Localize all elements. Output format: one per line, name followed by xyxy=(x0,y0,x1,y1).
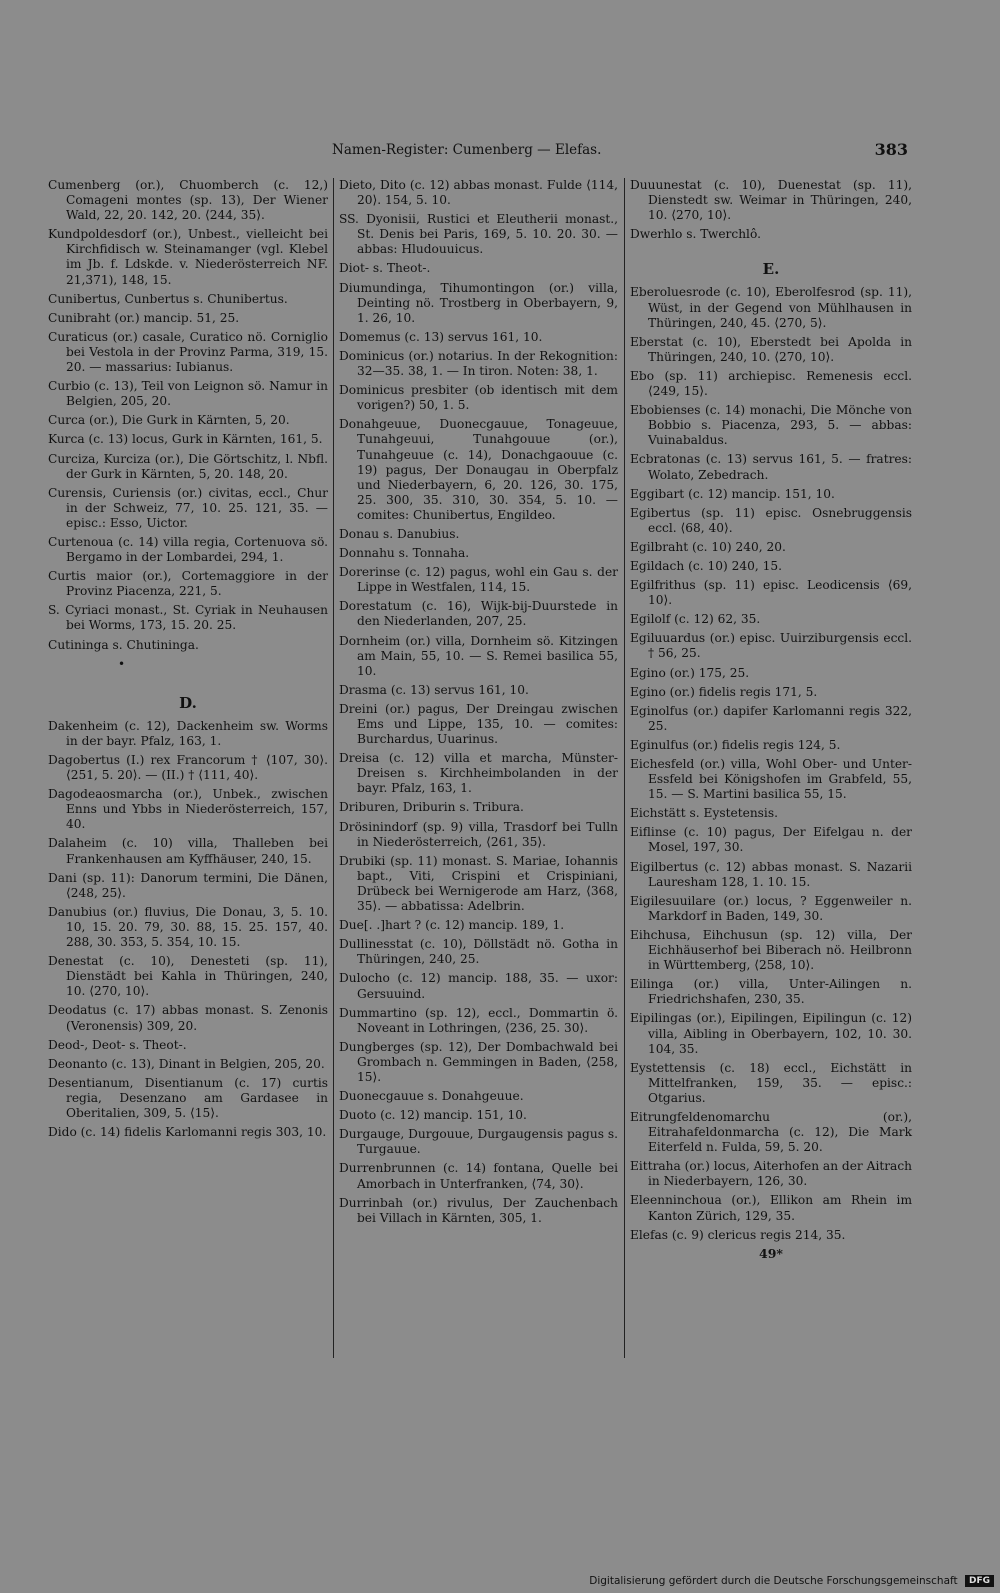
section-letter: D. xyxy=(179,693,197,712)
index-entry: Dagobertus (I.) rex Francorum † ⟨107, 30⟩. ⟨251, 5. 20⟩. — (II.) † ⟨111, 40⟩. xyxy=(48,753,328,783)
index-entry: Dwerhlo s. Twerchlô. xyxy=(630,227,761,242)
index-entry: Desentianum, Disentianum (c. 17) curtis regia, Desenzano am Gardasee in Oberitalien, 309, 5. ⟨15⟩. xyxy=(48,1075,328,1120)
index-entry: Egino (or.) fidelis regis 171, 5. xyxy=(630,684,818,699)
index-entry: Cutininga s. Chutininga. xyxy=(48,637,199,652)
index-entry: Dieto, Dito (c. 12) abbas monast. Fulde ⟨114, 20⟩. 154, 5. 10. xyxy=(339,178,618,208)
index-column-2 xyxy=(339,178,618,1230)
index-entry: Dullinesstat (c. 10), Döllstädt nö. Gotha in Thüringen, 240, 25. xyxy=(339,937,618,967)
index-entry: Curaticus (or.) casale, Curatico nö. Corniglio bei Vestola in der Provinz Parma, 319, 15. 20. — massarius: Iubianus. xyxy=(48,329,328,375)
page-number: 383 xyxy=(874,140,908,159)
index-entry: Dorestatum (c. 16), Wijk-bij-Duurstede in den Niederlanden, 207, 25. xyxy=(339,599,618,629)
index-entry: Deodatus (c. 17) abbas monast. S. Zenonis (Veronensis) 309, 20. xyxy=(48,1003,328,1033)
ink-dot: • xyxy=(118,656,126,671)
index-entry: Elefas (c. 9) clericus regis 214, 35. xyxy=(630,1227,846,1242)
index-entry: Drösinindorf (sp. 9) villa, Trasdorf bei Tulln in Niederösterreich, ⟨261, 35⟩. xyxy=(339,819,618,849)
index-entry: Durrinbah (or.) rivulus, Der Zauchenbach bei Villach in Kärnten, 305, 1. xyxy=(339,1195,618,1225)
index-entry: Ebobienses (c. 14) monachi, Die Mönche von Bobbio s. Piacenza, 293, 5. — abbas: Vuinabaldus. xyxy=(630,403,912,448)
index-entry: Eiflinse (c. 10) pagus, Der Eifelgau n. der Mosel, 197, 30. xyxy=(630,825,912,855)
index-entry: Dulocho (c. 12) mancip. 188, 35. — uxor: Gersuuind. xyxy=(339,971,618,1001)
index-entry: Curca (or.), Die Gurk in Kärnten, 5, 20. xyxy=(48,413,290,428)
entry-list xyxy=(48,178,328,653)
index-entry: Eberstat (c. 10), Eberstedt bei Apolda in Thüringen, 240, 10. ⟨270, 10⟩. xyxy=(630,334,912,364)
index-entry: Dreisa (c. 12) villa et marcha, Münster-Dreisen s. Kirchheimbolanden in der bayr. Pfalz, 163, 1. xyxy=(339,751,618,796)
index-entry: Kurca (c. 13) locus, Gurk in Kärnten, 161, 5. xyxy=(48,432,323,447)
entry-list xyxy=(630,178,912,242)
index-entry: Eberoluesrode (c. 10), Eberolfesrod (sp. 11), Wüst, in der Gegend von Mühlhausen in Thüringen, 240, 45. ⟨270, 5⟩. xyxy=(630,285,912,330)
index-entry: Donau s. Danubius. xyxy=(339,526,460,541)
index-entry: Dungberges (sp. 12), Der Dombachwald bei Grombach n. Gemmingen in Baden, ⟨258, 15⟩. xyxy=(339,1039,618,1084)
footer-text: Digitalisierung gefördert durch die Deutsche Forschungsgemeinschaft xyxy=(589,1575,958,1587)
index-entry: Egino (or.) 175, 25. xyxy=(630,665,750,680)
index-column-3 xyxy=(630,178,912,1261)
dfg-logo: DFG xyxy=(965,1575,994,1587)
index-entry: Kundpoldesdorf (or.), Unbest., vielleicht bei Kirchfidisch w. Steinamanger (vgl. Klebel im Jb. f. Ldskde. v. Niederösterreich NF. 21,371), 148, 15. xyxy=(48,227,328,287)
index-entry: Cunibertus, Cunbertus s. Chunibertus. xyxy=(48,291,288,306)
column-divider xyxy=(624,178,625,1358)
index-entry: Deod-, Deot- s. Theot-. xyxy=(48,1037,187,1052)
index-entry: Durgauge, Durgouue, Durgaugensis pagus s. Turgauue. xyxy=(339,1127,618,1157)
index-entry: Eitrungfeldenomarchu (or.), Eitrahafeldonmarcha (c. 12), Die Mark Eiterfeld n. Fulda, 59, 5. 20. xyxy=(630,1109,912,1155)
index-entry: Egilolf (c. 12) 62, 35. xyxy=(630,612,761,627)
page-header xyxy=(300,138,960,166)
index-entry: Denestat (c. 10), Denesteti (sp. 11), Dienstädt bei Kahla in Thüringen, 240, 10. ⟨270, 10⟩. xyxy=(48,954,328,999)
index-entry: Due[. .]hart ? (c. 12) mancip. 189, 1. xyxy=(339,918,565,933)
index-entry: Egiluuardus (or.) episc. Uuirziburgensis eccl. † 56, 25. xyxy=(630,631,912,661)
index-entry: Eystettensis (c. 18) eccl., Eichstätt in Mittelfranken, 159, 35. — episc.: Otgarius. xyxy=(630,1060,912,1105)
index-entry: Egilfrithus (sp. 11) episc. Leodicensis ⟨69, 10⟩. xyxy=(630,578,912,608)
index-entry: Diumundinga, Tihumontingon (or.) villa, Deinting nö. Trostberg in Oberbayern, 9, 1. 26, 10. xyxy=(339,280,618,325)
index-entry: Eichstätt s. Eystetensis. xyxy=(630,806,778,821)
index-entry: Cumenberg (or.), Chuomberch (c. 12,) Comageni montes (sp. 13), Der Wiener Wald, 22, 20. 142, 20. ⟨244, 35⟩. xyxy=(48,178,328,223)
index-entry: Eilinga (or.) villa, Unter-Ailingen n. Friedrichshafen, 230, 35. xyxy=(630,977,912,1007)
index-entry: Eihchusa, Eihchusun (sp. 12) villa, Der Eichhäuserhof bei Biberach nö. Heilbronn in Württemberg, ⟨258, 10⟩. xyxy=(630,927,912,973)
index-entry: S. Cyriaci monast., St. Cyriak in Neuhausen bei Worms, 173, 15. 20. 25. xyxy=(48,603,328,633)
index-entry: Ebo (sp. 11) archiepisc. Remenesis eccl. ⟨249, 15⟩. xyxy=(630,368,912,399)
index-entry: Eginolfus (or.) dapifer Karlomanni regis 322, 25. xyxy=(630,703,912,733)
index-entry: Dakenheim (c. 12), Dackenheim sw. Worms in der bayr. Pfalz, 163, 1. xyxy=(48,718,328,748)
index-entry: Dominicus presbiter (ob identisch mit dem vorigen?) 50, 1. 5. xyxy=(339,383,618,413)
index-entry: SS. Dyonisii, Rustici et Eleutherii monast., St. Denis bei Paris, 169, 5. 10. 20. 30. — abbas: Hludouuicus. xyxy=(339,212,618,257)
index-entry: Eipilingas (or.), Eipilingen, Eipilingun (c. 12) villa, Aibling in Oberbayern, 102, 10. 30. 104, 35. xyxy=(630,1011,912,1056)
entry-list xyxy=(339,178,618,1226)
index-entry: Eleenninchoua (or.), Ellikon am Rhein im Kanton Zürich, 129, 35. xyxy=(630,1193,912,1223)
index-entry: Eggibart (c. 12) mancip. 151, 10. xyxy=(630,486,835,501)
index-entry: Deonanto (c. 13), Dinant in Belgien, 205, 20. xyxy=(48,1056,325,1071)
index-entry: Drasma (c. 13) servus 161, 10. xyxy=(339,682,529,697)
index-entry: Dornheim (or.) villa, Dornheim sö. Kitzingen am Main, 55, 10. — S. Remei basilica 55, 10. xyxy=(339,633,618,678)
index-entry: Dorerinse (c. 12) pagus, wohl ein Gau s. der Lippe in Westfalen, 114, 15. xyxy=(339,565,618,595)
index-entry: Diot- s. Theot-. xyxy=(339,261,431,276)
index-entry: Danubius (or.) fluvius, Die Donau, 3, 5. 10. 10, 15. 20. 79, 30. 88, 15. 25. 157, 40. 288, 30. 353, 5. 354, 10. 15. xyxy=(48,904,328,950)
index-entry: Curtis maior (or.), Cortemaggiore in der Provinz Piacenza, 221, 5. xyxy=(48,569,328,599)
index-entry: Ecbratonas (c. 13) servus 161, 5. — fratres: Wolato, Zebedrach. xyxy=(630,452,912,482)
index-entry: Donahgeuue, Duonecgauue, Tonageuue, Tunahgeuui, Tunahgouue (or.), Tunahgeuue (c. 14), Donachgaouue (c. 19) pagus, Der Donaugau in Oberpfalz und Niederbayern, 6, 20. 126, 30. 175, 25. 300, 35. 310, 30. 354, 5. 10. — comites: Chunibertus, Engildeo. xyxy=(339,417,618,522)
index-entry: Eigilesuuilare (or.) locus, ? Eggenweiler n. Markdorf in Baden, 149, 30. xyxy=(630,893,912,923)
index-entry: Curtenoua (c. 14) villa regia, Cortenuova sö. Bergamo in der Lombardei, 294, 1. xyxy=(48,534,328,565)
index-entry: Domemus (c. 13) servus 161, 10. xyxy=(339,329,543,344)
index-entry: Donnahu s. Tonnaha. xyxy=(339,546,470,561)
signature-mark: 49* xyxy=(759,1245,783,1261)
index-entry: Duonecgauue s. Donahgeuue. xyxy=(339,1089,524,1104)
index-entry: Egilbraht (c. 10) 240, 20. xyxy=(630,539,786,554)
entry-list xyxy=(630,285,912,1242)
index-entry: Cunibraht (or.) mancip. 51, 25. xyxy=(48,310,240,325)
index-entry: Egildach (c. 10) 240, 15. xyxy=(630,558,782,573)
index-entry: Eittraha (or.) locus, Aiterhofen an der Aitrach in Niederbayern, 126, 30. xyxy=(630,1159,913,1189)
index-entry: Duuunestat (c. 10), Duenestat (sp. 11), Dienstedt sw. Weimar in Thüringen, 240, 10. ⟨270, 10⟩. xyxy=(630,178,912,223)
index-entry: Durrenbrunnen (c. 14) fontana, Quelle bei Amorbach in Unterfranken, ⟨74, 30⟩. xyxy=(339,1161,618,1191)
index-entry: Dido (c. 14) fidelis Karlomanni regis 303, 10. xyxy=(48,1125,327,1140)
index-entry: Duoto (c. 12) mancip. 151, 10. xyxy=(339,1108,527,1123)
index-entry: Dummartino (sp. 12), eccl., Dommartin ö. Noveant in Lothringen, ⟨236, 25. 30⟩. xyxy=(339,1005,618,1035)
entry-list xyxy=(48,719,328,1140)
digitization-footer xyxy=(0,1575,1000,1593)
index-entry: Eginulfus (or.) fidelis regis 124, 5. xyxy=(630,737,841,752)
index-entry: Dalaheim (c. 10) villa, Thalleben bei Frankenhausen am Kyffhäuser, 240, 15. xyxy=(48,836,328,866)
index-entry: Curensis, Curiensis (or.) civitas, eccl., Chur in der Schweiz, 77, 10. 25. 121, 35. — episc.: Esso, Uictor. xyxy=(48,485,328,530)
index-entry: Eichesfeld (or.) villa, Wohl Ober- und Unter-Essfeld bei Königshofen im Grabfeld, 55, 15. — S. Martini basilica 55, 15. xyxy=(630,757,912,802)
section-letter: E. xyxy=(762,260,780,279)
index-entry: Dreini (or.) pagus, Der Dreingau zwischen Ems und Lippe, 135, 10. — comites: Burchardus, Uuarinus. xyxy=(339,701,618,747)
index-entry: Curciza, Kurciza (or.), Die Görtschitz, l. Nbfl. der Gurk in Kärnten, 5, 20. 148, 20. xyxy=(48,451,328,481)
running-title: Namen-Register: Cumenberg — Elefas. xyxy=(332,142,602,158)
index-column-1 xyxy=(48,178,328,1144)
index-entry: Eigilbertus (c. 12) abbas monast. S. Nazarii Lauresham 128, 1. 10. 15. xyxy=(630,859,912,889)
index-entry: Dagodeaosmarcha (or.), Unbek., zwischen Enns und Ybbs in Niederösterreich, 157, 40. xyxy=(48,787,328,832)
index-entry: Drubiki (sp. 11) monast. S. Mariae, Iohannis bapt., Viti, Crispini et Crispiniani, Drübeck bei Wernigerode am Harz, ⟨368, 35⟩. — abbatissa: Adelbrin. xyxy=(339,853,618,914)
index-entry: Driburen, Driburin s. Tribura. xyxy=(339,800,524,815)
index-entry: Egibertus (sp. 11) episc. Osnebruggensis eccl. ⟨68, 40⟩. xyxy=(630,505,912,535)
column-divider xyxy=(333,178,334,1358)
index-entry: Dominicus (or.) notarius. In der Rekognition: 32—35. 38, 1. — In tiron. Noten: 38, 1. xyxy=(339,348,618,379)
index-entry: Curbio (c. 13), Teil von Leignon sö. Namur in Belgien, 205, 20. xyxy=(48,379,328,409)
index-entry: Dani (sp. 11): Danorum termini, Die Dänen, ⟨248, 25⟩. xyxy=(48,870,328,900)
